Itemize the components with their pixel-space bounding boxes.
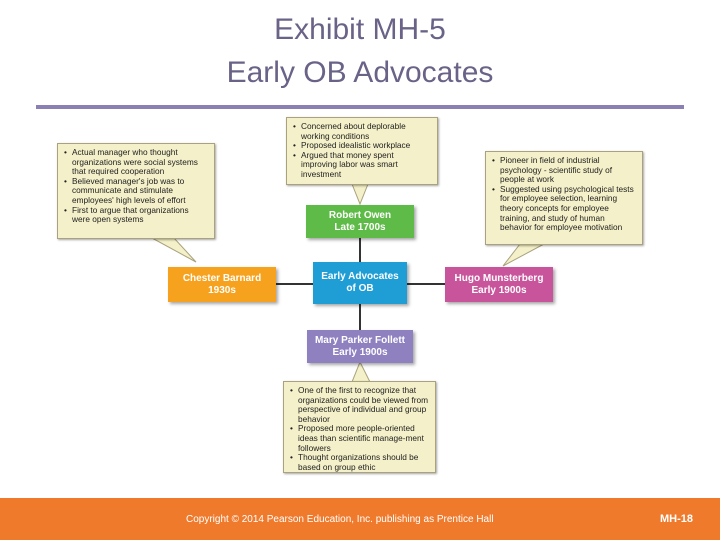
follett-point: • Proposed more people-oriented ideas than scientific manage-ment followers [290,424,429,453]
follett-callout-pointer [352,362,370,382]
connector-right [407,283,445,285]
connector-bottom [359,304,361,330]
owen-callout-pointer [352,184,368,204]
page-number: MH-18 [660,513,694,525]
barnard-point: • Actual manager who thought organizations were social systems that required cooperation [64,148,208,177]
owen-point: • Proposed idealistic workplace [293,141,431,151]
munsterberg-point: • Suggested using psychological tests for employee selection, learning theory concepts for employee training, and study of human behavior for employee motivation [492,185,636,233]
owen-point: • Argued that money spent improving labor was smart investment [293,151,431,180]
title-line-2: Early OB Advocates [226,56,494,89]
node-mary-parker-follett [307,330,413,363]
node-name: Robert Owen [328,209,392,221]
follett-point: • One of the first to recognize that organizations could be viewed from perspective of individual and group behavior [290,386,429,424]
munsterberg-callout-pointer [503,244,544,266]
munsterberg-point: • Pioneer in field of industrial psychology - scientific study of people at work [492,156,636,185]
node-name: Mary Parker Follett [314,334,406,346]
barnard-point: • Believed manager's job was to communicate and stimulate employees' high levels of effort [64,177,208,206]
node-robert-owen [306,205,414,238]
node-chester-barnard [168,267,276,302]
footer-bar [0,498,720,540]
barnard-callout-pointer [152,238,196,262]
node-hugo-munsterberg [445,267,553,302]
node-early-advocates-of-ob [313,262,407,304]
node-name: Hugo Munsterberg [454,272,544,284]
owen-point: • Concerned about deplorable working conditions [293,122,431,141]
node-name: Chester Barnard [182,272,262,284]
munsterberg-callout [485,151,643,245]
follett-callout [283,381,436,473]
connector-left [276,283,313,285]
node-label: of OB [346,283,374,294]
connector-top [359,238,361,262]
owen-callout [286,117,438,185]
node-era: Late 1700s [334,221,386,233]
follett-point: • Thought organizations should be based on group ethic [290,453,429,472]
barnard-point: • First to argue that organizations were open systems [64,206,208,225]
node-era: 1930s [208,284,236,296]
barnard-callout [57,143,215,239]
node-label: Early Advocates [321,271,399,282]
copyright-text: Copyright © 2014 Pearson Education, Inc. publishing as Prentice Hall [186,514,494,525]
node-era: Early 1900s [332,346,388,358]
title-line-1: Exhibit MH-5 [274,13,446,46]
node-era: Early 1900s [471,284,527,296]
